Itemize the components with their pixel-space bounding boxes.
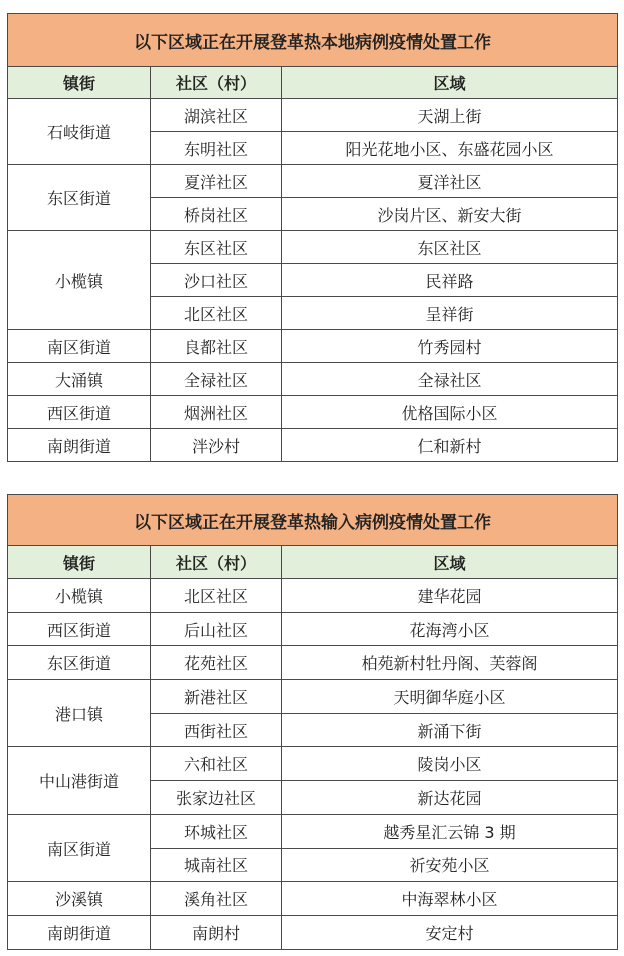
community-cell: 西街社区 — [151, 713, 282, 747]
area-cell: 全禄社区 — [282, 363, 618, 396]
header-town: 镇街 — [8, 67, 151, 99]
community-cell: 城南社区 — [151, 848, 282, 882]
header-area: 区域 — [282, 67, 618, 99]
local-cases-table — [7, 13, 618, 462]
community-cell: 环城社区 — [151, 814, 282, 848]
town-cell: 西区街道 — [8, 396, 151, 429]
community-cell: 南朗村 — [151, 915, 282, 949]
table-row — [8, 814, 618, 848]
town-cell: 石岐街道 — [8, 99, 151, 165]
area-cell: 安定村 — [282, 915, 618, 949]
area-cell: 新达花园 — [282, 781, 618, 815]
area-cell: 越秀星汇云锦 3 期 — [282, 814, 618, 848]
area-cell: 天明御华庭小区 — [282, 680, 618, 714]
community-cell: 东区社区 — [151, 231, 282, 264]
area-cell: 民祥路 — [282, 264, 618, 297]
imported-cases-table — [7, 494, 618, 950]
community-cell: 张家边社区 — [151, 781, 282, 815]
community-cell: 新港社区 — [151, 680, 282, 714]
community-cell: 桥岗社区 — [151, 198, 282, 231]
area-cell: 沙岗片区、新安大街 — [282, 198, 618, 231]
town-cell: 中山港街道 — [8, 747, 151, 814]
table-title: 以下区域正在开展登革热本地病例疫情处置工作 — [8, 14, 618, 67]
table-row — [8, 612, 618, 646]
community-cell: 沙口社区 — [151, 264, 282, 297]
town-cell: 南朗街道 — [8, 429, 151, 462]
town-cell: 沙溪镇 — [8, 882, 151, 916]
town-cell: 东区街道 — [8, 165, 151, 231]
table-row — [8, 330, 618, 363]
table-row — [8, 646, 618, 680]
table-row — [8, 882, 618, 916]
area-cell: 建华花园 — [282, 579, 618, 613]
community-cell: 北区社区 — [151, 579, 282, 613]
area-cell: 阳光花地小区、东盛花园小区 — [282, 132, 618, 165]
community-cell: 良都社区 — [151, 330, 282, 363]
table-row — [8, 396, 618, 429]
community-cell: 六和社区 — [151, 747, 282, 781]
area-cell: 花海湾小区 — [282, 612, 618, 646]
table-row — [8, 747, 618, 781]
community-cell: 夏洋社区 — [151, 165, 282, 198]
community-cell: 北区社区 — [151, 297, 282, 330]
table-row — [8, 579, 618, 613]
community-cell: 烟洲社区 — [151, 396, 282, 429]
community-cell: 溪角社区 — [151, 882, 282, 916]
area-cell: 中海翠林小区 — [282, 882, 618, 916]
community-cell: 全禄社区 — [151, 363, 282, 396]
table-title: 以下区域正在开展登革热输入病例疫情处置工作 — [8, 495, 618, 546]
town-cell: 小榄镇 — [8, 579, 151, 613]
area-cell: 柏苑新村牡丹阁、芙蓉阁 — [282, 646, 618, 680]
table-row — [8, 363, 618, 396]
area-cell: 仁和新村 — [282, 429, 618, 462]
town-cell: 大涌镇 — [8, 363, 151, 396]
area-cell: 优格国际小区 — [282, 396, 618, 429]
table-row — [8, 99, 618, 132]
area-cell: 新涌下街 — [282, 713, 618, 747]
table-row — [8, 165, 618, 198]
header-area: 区域 — [282, 546, 618, 579]
header-town: 镇街 — [8, 546, 151, 579]
community-cell: 花苑社区 — [151, 646, 282, 680]
town-cell: 西区街道 — [8, 612, 151, 646]
community-cell: 东明社区 — [151, 132, 282, 165]
area-cell: 竹秀园村 — [282, 330, 618, 363]
area-cell: 祈安苑小区 — [282, 848, 618, 882]
town-cell: 东区街道 — [8, 646, 151, 680]
table-row — [8, 231, 618, 264]
area-cell: 东区社区 — [282, 231, 618, 264]
town-cell: 南朗街道 — [8, 915, 151, 949]
town-cell: 小榄镇 — [8, 231, 151, 330]
area-cell: 夏洋社区 — [282, 165, 618, 198]
table-row — [8, 429, 618, 462]
table-row — [8, 680, 618, 714]
table-row — [8, 915, 618, 949]
area-cell: 呈祥街 — [282, 297, 618, 330]
community-cell: 泮沙村 — [151, 429, 282, 462]
town-cell: 港口镇 — [8, 680, 151, 747]
area-cell: 天湖上街 — [282, 99, 618, 132]
community-cell: 湖滨社区 — [151, 99, 282, 132]
town-cell: 南区街道 — [8, 814, 151, 881]
header-community: 社区（村） — [151, 67, 282, 99]
header-community: 社区（村） — [151, 546, 282, 579]
area-cell: 陵岗小区 — [282, 747, 618, 781]
town-cell: 南区街道 — [8, 330, 151, 363]
community-cell: 后山社区 — [151, 612, 282, 646]
